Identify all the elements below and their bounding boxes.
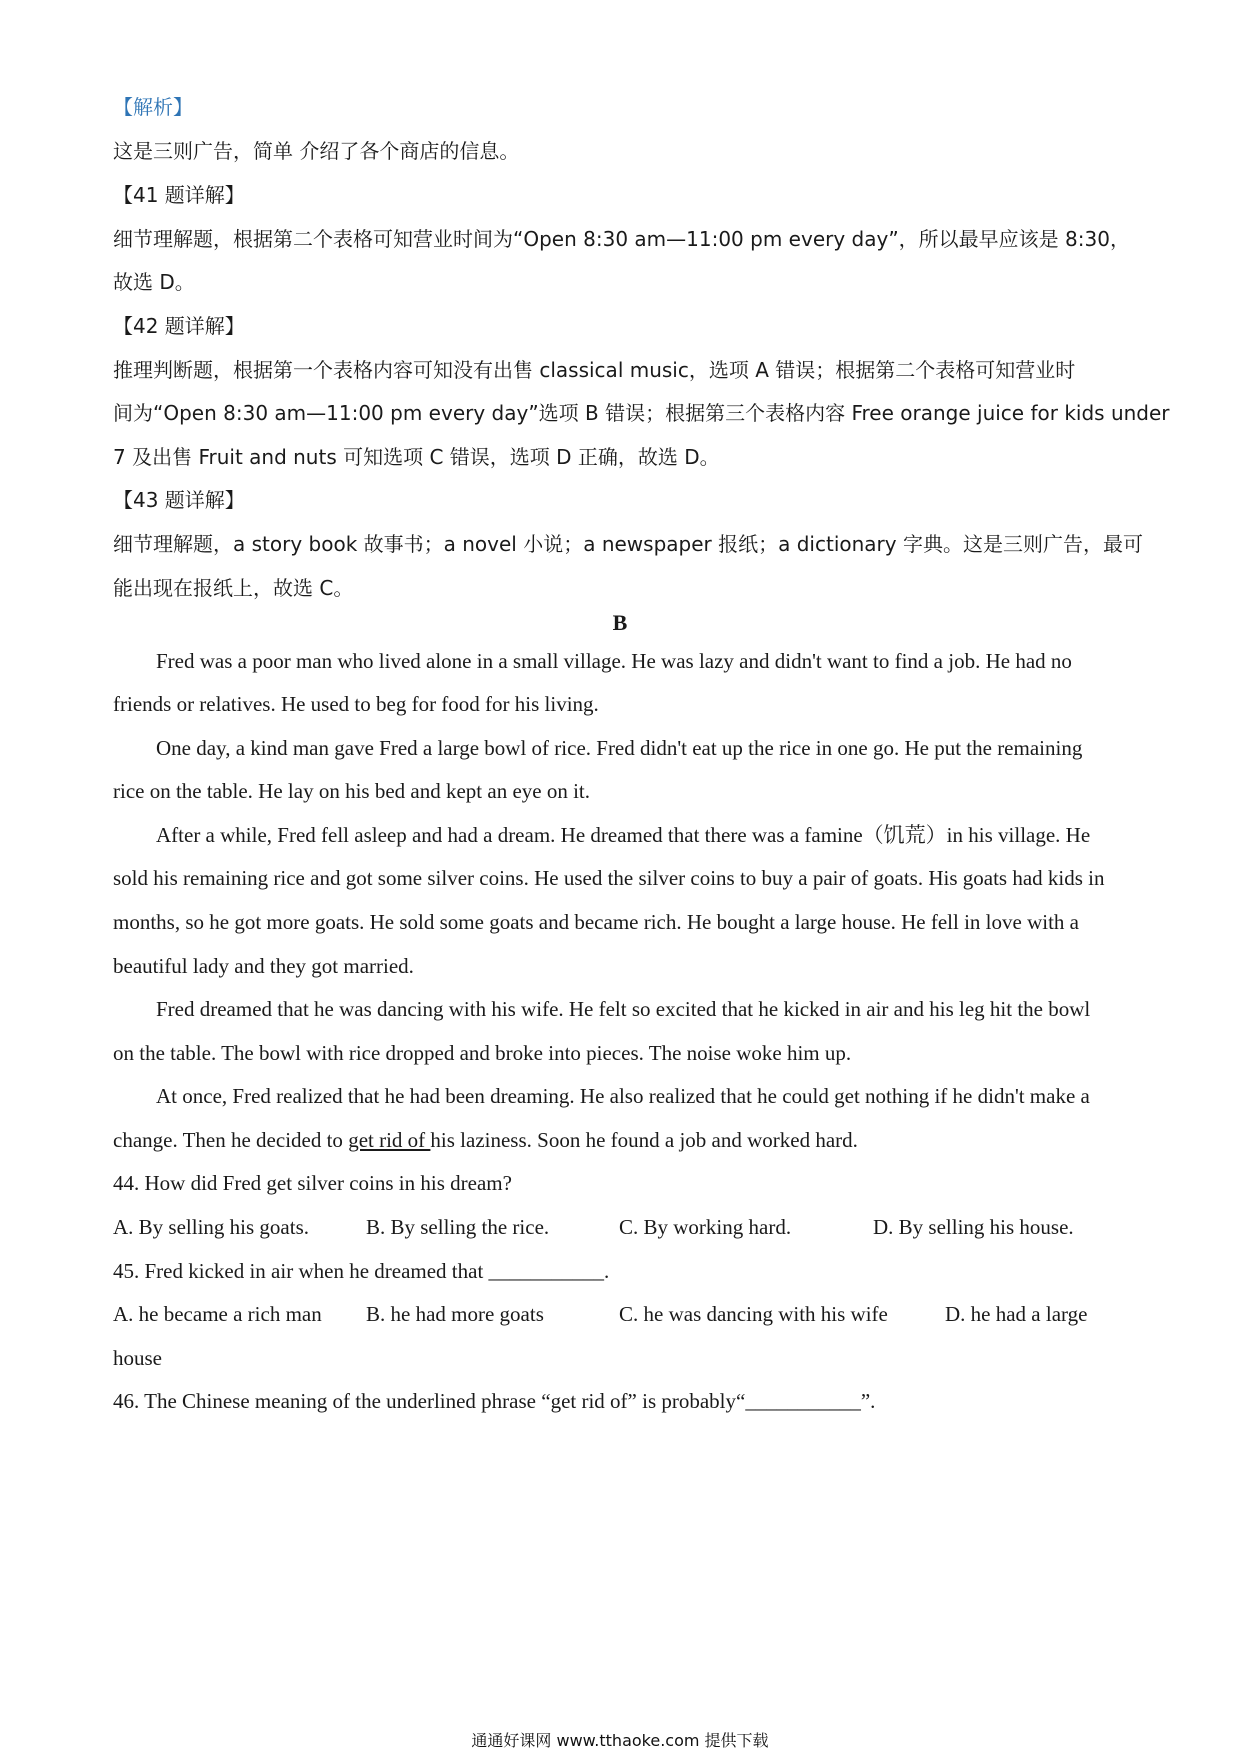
passage-p5-line-2 (113, 1126, 1133, 1154)
q41-title: 【41 题详解】 (113, 183, 245, 207)
q46-stem: 46. The Chinese meaning of the underlined phrase “get rid of” is probably“___________”. (113, 1389, 876, 1413)
passage-p3-line-3: months, so he got more goats. He sold some goats and became rich. He bought a large house. He fell in love with a (113, 910, 1079, 934)
q43-line-2: 能出现在报纸上，故选 C。 (113, 576, 354, 600)
passage-p1-line-2: friends or relatives. He used to beg for food for his living. (113, 692, 599, 716)
underlined-phrase: get rid of (348, 1128, 431, 1152)
passage-p3-line-4: beautiful lady and they got married. (113, 954, 414, 978)
q43-line-1: 细节理解题，a story book 故事书；a novel 小说；a newspaper 报纸；a dictionary 字典。这是三则广告，最可 (113, 532, 1143, 556)
passage-p4-line-1: Fred dreamed that he was dancing with his wife. He felt so excited that he kicked in air and his leg hit the bowl (156, 997, 1091, 1021)
q45-option-b: B. he had more goats (366, 1302, 544, 1326)
q41-line-1: 细节理解题，根据第二个表格可知营业时间为“Open 8:30 am—11:00 pm every day”，所以最早应该是 8:30， (113, 227, 1130, 251)
passage-p5-line-1: At once, Fred realized that he had been dreaming. He also realized that he could get nothing if he didn't make a (156, 1084, 1090, 1108)
q45-option-c: C. he was dancing with his wife (619, 1302, 888, 1326)
passage-p5-line-2-start: change. Then he decided to (113, 1128, 349, 1152)
q44-stem: 44. How did Fred get silver coins in his dream? (113, 1171, 512, 1195)
q44-option-a: A. By selling his goats. (113, 1215, 310, 1239)
q42-line-3: 7 及出售 Fruit and nuts 可知选项 C 错误，选项 D 正确，故选 D。 (113, 445, 720, 469)
analysis-intro: 这是三则广告，简单 介绍了各个商店的信息。 (113, 139, 520, 163)
passage-p1-line-1: Fred was a poor man who lived alone in a small village. He was lazy and didn't want to find a job. He had no (156, 649, 1072, 673)
passage-heading: B (612, 610, 628, 635)
q45-stem: 45. Fred kicked in air when he dreamed that ___________. (113, 1259, 610, 1283)
passage-p4-line-2: on the table. The bowl with rice dropped and broke into pieces. The noise woke him up. (113, 1041, 852, 1065)
q45-option-a: A. he became a rich man (113, 1302, 322, 1326)
q42-title: 【42 题详解】 (113, 314, 245, 338)
q42-line-2: 间为“Open 8:30 am—11:00 pm every day”选项 B 错误；根据第三个表格内容 Free orange juice for kids under (113, 401, 1170, 425)
q44-option-d: D. By selling his house. (873, 1215, 1074, 1239)
q41-line-2: 故选 D。 (113, 270, 195, 294)
q43-title: 【43 题详解】 (113, 488, 245, 512)
q45-option-d-continued: house (113, 1346, 162, 1370)
q42-line-1: 推理判断题，根据第一个表格内容可知没有出售 classical music，选项 A 错误；根据第二个表格可知营业时 (113, 358, 1076, 382)
passage-p3-line-1: After a while, Fred fell asleep and had a dream. He dreamed that there was a famine（饥荒）in his village. He (156, 823, 1091, 847)
q44-option-c: C. By working hard. (619, 1215, 792, 1239)
passage-p2-line-2: rice on the table. He lay on his bed and kept an eye on it. (113, 779, 591, 803)
footer-watermark: 通通好课网 www.tthaoke.com 提供下载 (471, 1731, 769, 1750)
q44-option-b: B. By selling the rice. (366, 1215, 550, 1239)
passage-p2-line-1: One day, a kind man gave Fred a large bowl of rice. Fred didn't eat up the rice in one go. He put the remaining (156, 736, 1083, 760)
passage-p3-line-2: sold his remaining rice and got some silver coins. He used the silver coins to buy a pair of goats. His goats had kids in (113, 866, 1105, 890)
q45-option-d: D. he had a large (945, 1302, 1088, 1326)
passage-p5-line-2-end: his laziness. Soon he found a job and worked hard. (430, 1128, 858, 1152)
analysis-header: 【解析】 (113, 95, 193, 119)
